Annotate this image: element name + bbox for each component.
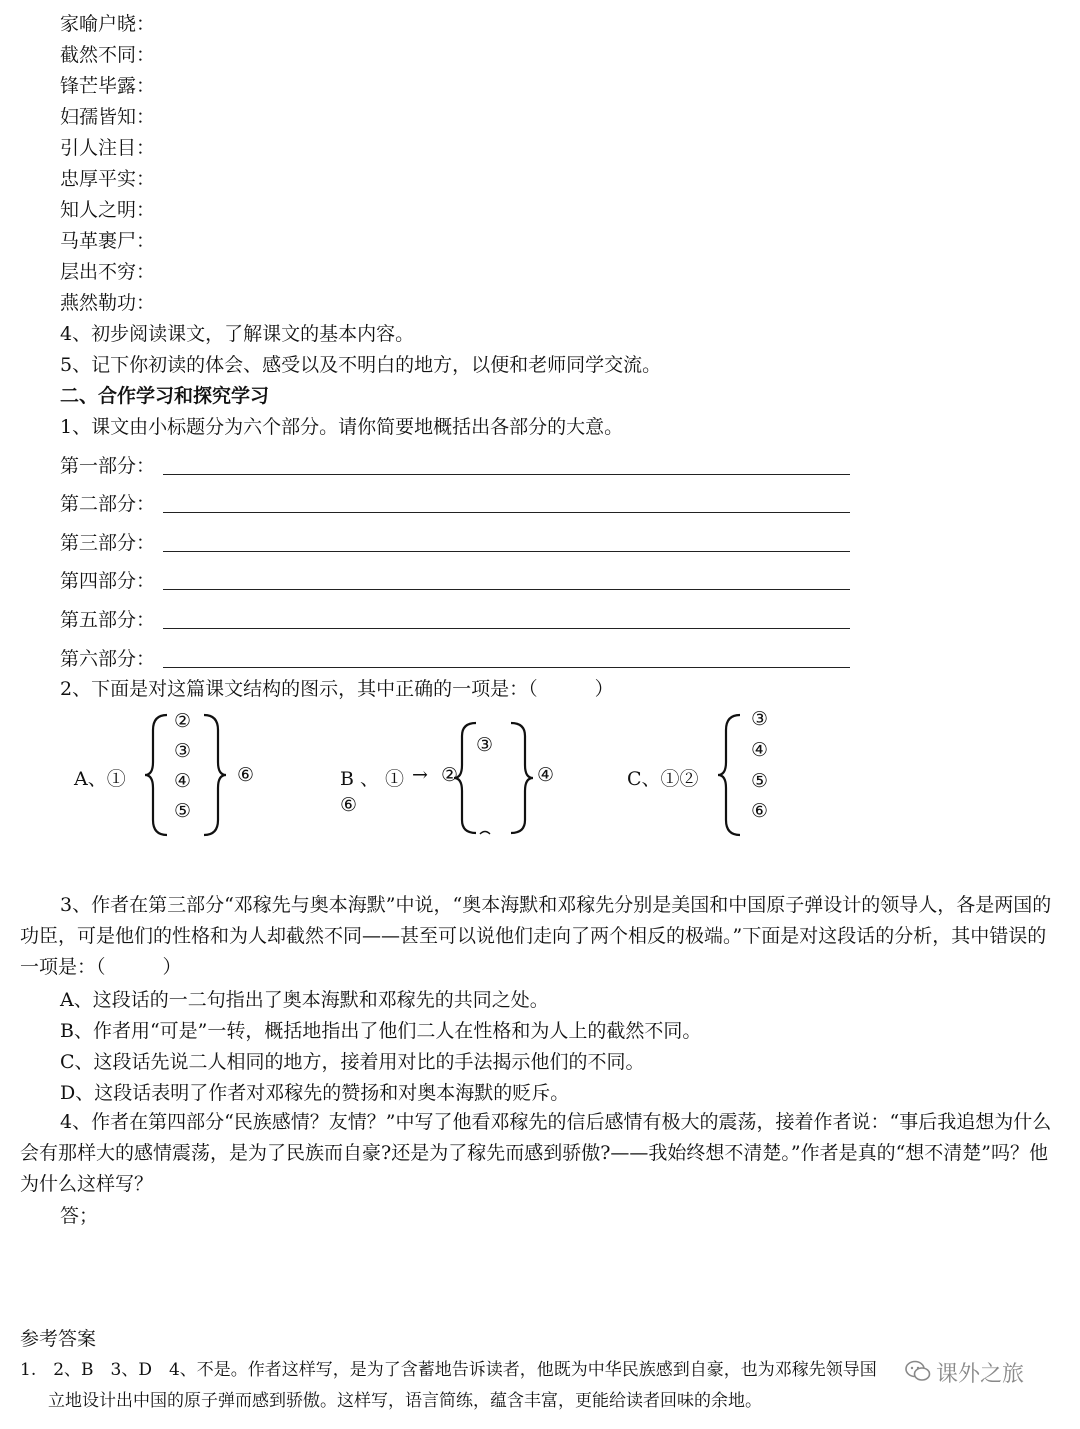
q3-option-c[interactable]: C、这段话先说二人相同的地方，接着用对比的手法揭示他们的不同。 xyxy=(60,1051,645,1073)
question-4: 4、作者在第四部分“民族感情？友情？”中写了他看邓稼先的信后感情有极大的震荡，接着作者说：“事后我追想为什么会有那样大的感情震荡，是为了民族而自豪?还是为了稼先而感到骄傲?——我始终想不清楚。”作者是真的“想不清楚”吗？他为什么这样写？ xyxy=(20,1111,1052,1195)
idiom-item: 截然不同： xyxy=(60,44,156,66)
answer-label: 答； xyxy=(60,1205,99,1227)
option-a-item: ② xyxy=(174,710,192,732)
option-a-item: ③ xyxy=(174,740,192,762)
left-brace-icon xyxy=(143,712,173,838)
question-3: 3、作者在第三部分“邓稼先与奥本海默”中说，“奥本海默和邓稼先分别是美国和中国原子弹设计的领导人，各是两国的功臣，可是他们的性格和为人却截然不同——甚至可以说他们走向了两个相反的极端。”下面是对这段话的分析，其中错误的一项是：（ ） xyxy=(20,894,1052,978)
idiom-item: 层出不穷： xyxy=(60,261,156,283)
option-a-label: A、① xyxy=(74,768,126,790)
option-a-right: ⑥ xyxy=(237,764,255,786)
answer-line[interactable] xyxy=(163,551,850,552)
answer-line[interactable] xyxy=(163,589,850,590)
q3-option-a[interactable]: A、这段话的一二句指出了奥本海默和邓稼先的共同之处。 xyxy=(60,989,549,1011)
question-1: 1、课文由小标题分为六个部分。请你简要地概括出各部分的大意。 xyxy=(60,416,624,438)
idiom-item: 马革裹尸： xyxy=(60,230,156,252)
answer-line[interactable] xyxy=(163,512,850,513)
part-label: 第二部分： xyxy=(60,493,156,515)
part-label: 第五部分： xyxy=(60,609,156,631)
left-brace-icon xyxy=(716,712,746,838)
wechat-icon xyxy=(904,1359,932,1383)
idiom-item: 燕然勒功： xyxy=(60,292,156,314)
answer-line[interactable] xyxy=(163,628,850,629)
idiom-item: 忠厚平实： xyxy=(60,168,156,190)
idiom-item: 知人之明： xyxy=(60,199,156,221)
question-2: 2、下面是对这篇课文结构的图示，其中正确的一项是：（ ） xyxy=(60,678,614,700)
option-b-label: B 、 ① xyxy=(340,768,405,790)
q3-option-b[interactable]: B、作者用“可是”一转，概括地指出了他们二人在性格和为人上的截然不同。 xyxy=(60,1020,702,1042)
right-brace-icon xyxy=(505,720,535,836)
option-a-item: ⑤ xyxy=(174,800,192,822)
q3-option-d[interactable]: D、这段话表明了作者对邓稼先的赞扬和对奥本海默的贬斥。 xyxy=(60,1082,570,1104)
task-5: 5、记下你初读的体会、感受以及不明白的地方，以便和老师同学交流。 xyxy=(60,354,662,376)
idiom-item: 引人注目： xyxy=(60,137,156,159)
option-b-below: ⑥ xyxy=(340,794,358,816)
part-label: 第六部分： xyxy=(60,648,156,670)
watermark-text: 课外之旅 xyxy=(936,1362,1025,1387)
option-c-item: ④ xyxy=(751,739,769,761)
watermark xyxy=(902,1356,1052,1386)
option-c-item: ③ xyxy=(751,708,769,730)
option-c-item: ⑥ xyxy=(751,800,769,822)
option-c-label: C、①② xyxy=(627,768,699,790)
option-a-item: ④ xyxy=(174,770,192,792)
reference-line-2: 立地设计出中国的原子弹而感到骄傲。这样写，语言简练，蕴含丰富，更能给读者回味的余地。 xyxy=(48,1391,762,1411)
idiom-item: 妇孺皆知： xyxy=(60,106,156,128)
option-b-item: ③ xyxy=(476,734,494,756)
section-2-title: 二、合作学习和探究学习 xyxy=(60,385,270,407)
answer-line[interactable] xyxy=(163,667,850,668)
part-label: 第四部分： xyxy=(60,570,156,592)
reference-title: 参考答案 xyxy=(20,1328,97,1350)
idiom-item: 锋芒毕露： xyxy=(60,75,156,97)
part-label: 第三部分： xyxy=(60,532,156,554)
option-b-right: ④ xyxy=(537,764,555,786)
option-c-item: ⑤ xyxy=(751,770,769,792)
arrow-right-icon: → xyxy=(412,764,428,786)
idiom-item: 家喻户晓： xyxy=(60,13,156,35)
option-b-mid: ② xyxy=(441,764,459,786)
reference-line-1: 1. 2、B 3、D 4、不是。作者这样写，是为了含蓄地告诉读者，他既为中华民族感到自豪，也为邓稼先领导国 xyxy=(20,1360,877,1380)
right-brace-icon xyxy=(198,712,228,838)
part-label: 第一部分： xyxy=(60,455,156,477)
task-4: 4、初步阅读课文，了解课文的基本内容。 xyxy=(60,323,415,345)
answer-line[interactable] xyxy=(163,474,850,475)
partial-circle-icon xyxy=(478,829,492,835)
